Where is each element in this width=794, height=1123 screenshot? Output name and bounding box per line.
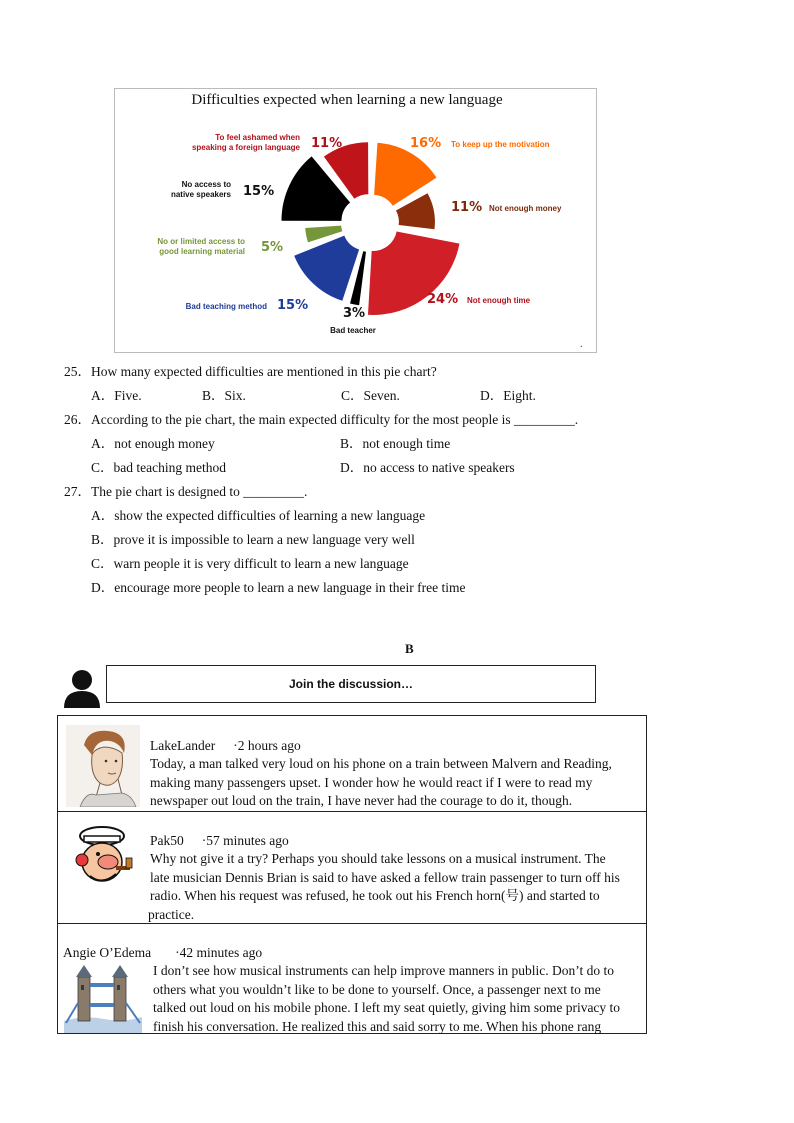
q25-option-c[interactable]: C．Seven. <box>341 388 400 403</box>
q26-option-b[interactable]: B．not enough time <box>340 436 451 451</box>
pie-chart <box>115 89 598 354</box>
pie-pct-method: 15% <box>277 298 309 313</box>
avatar-popeye-icon <box>72 824 140 896</box>
avatar-sketch-man-icon <box>66 725 140 807</box>
comment-timestamp: ·2 hours ago <box>233 738 301 753</box>
chart-footnote-mark: . <box>580 339 583 350</box>
pie-label-material: No or limited access to <box>157 237 245 246</box>
q25-option-a[interactable]: A．Five. <box>91 388 142 403</box>
pie-label-ashamed: speaking a foreign language <box>191 143 300 152</box>
comment-line: finish his conversation. He realized this and said sorry to me. When his phone rang <box>153 1018 602 1034</box>
pie-pct-native: 15% <box>243 184 275 199</box>
comment-thread <box>57 715 647 1034</box>
pie-pct-motivation: 16% <box>410 136 442 151</box>
comment-meta <box>63 945 262 961</box>
comment-meta <box>150 738 301 754</box>
q26-option-a[interactable]: A．not enough money <box>91 436 215 451</box>
comment-line: Why not give it a try? Perhaps you should take lessons on a musical instrument. The <box>150 851 606 866</box>
pie-label-money: Not enough money <box>489 204 562 213</box>
q25-option-b[interactable]: B．Six. <box>202 388 246 403</box>
comment-timestamp: ·57 minutes ago <box>201 833 289 848</box>
question-27-stem: 27．The pie chart is designed to _________. <box>64 484 308 499</box>
pie-pct-teacher: 3% <box>343 306 366 321</box>
comment-angie <box>58 923 646 1033</box>
chart-title: Difficulties expected when learning a new language <box>191 92 503 108</box>
q27-option-b[interactable]: B．prove it is impossible to learn a new language very well <box>91 532 415 547</box>
comment-timestamp: ·42 minutes ago <box>175 945 263 960</box>
comment-line: radio. When his request was refused, he took out his French horn(号) and started to <box>150 888 600 904</box>
comment-lakelander <box>58 716 646 811</box>
comment-body <box>150 755 641 811</box>
comment-line: making many passengers upset. I wonder how he would react if I were to read my <box>150 774 593 790</box>
pie-chart-figure <box>114 88 597 353</box>
q25-option-d[interactable]: D．Eight. <box>480 388 536 403</box>
comment-line: Today, a man talked very loud on his phone on a train between Malvern and Reading, <box>150 756 612 771</box>
pie-pct-material: 5% <box>261 240 284 255</box>
comment-line: late musician Dennis Brian is said to have asked a fellow train passenger to turn off his <box>150 869 620 885</box>
pie-label-time: Not enough time <box>467 296 531 305</box>
avatar-tower-bridge-icon <box>64 963 142 1033</box>
q26-option-c[interactable]: C．bad teaching method <box>91 460 226 475</box>
pie-pct-ashamed: 11% <box>311 136 343 151</box>
comment-body <box>153 962 641 1036</box>
section-b-label: B <box>405 641 414 656</box>
pie-label-native: native speakers <box>170 190 231 199</box>
q27-option-c[interactable]: C．warn people it is very difficult to learn a new language <box>91 556 409 571</box>
pie-label-motivation: To keep up the motivation <box>451 140 550 149</box>
comment-body <box>150 850 641 924</box>
join-discussion-box[interactable] <box>106 665 596 703</box>
join-discussion-title: Join the discussion… <box>288 677 414 691</box>
comment-username[interactable]: Pak50 <box>150 833 184 848</box>
q27-option-d[interactable]: D．encourage more people to learn a new language in their free time <box>91 580 466 595</box>
user-silhouette-icon <box>63 668 101 708</box>
pie-label-teacher: Bad teacher <box>330 326 376 335</box>
q27-option-a[interactable]: A．show the expected difficulties of learning a new language <box>91 508 426 523</box>
question-25-stem: 25．How many expected difficulties are mentioned in this pie chart? <box>64 364 437 379</box>
pie-pct-money: 11% <box>451 200 483 215</box>
pie-label-method: Bad teaching method <box>185 302 267 311</box>
comment-line: talked out loud on his mobile phone. I left my seat quietly, giving him some privacy to <box>153 1000 621 1016</box>
comment-username[interactable]: LakeLander <box>150 738 216 753</box>
q26-option-d[interactable]: D．no access to native speakers <box>340 460 515 475</box>
pie-slice-method <box>294 236 359 301</box>
comment-line: I don’t see how musical instruments can help improve manners in public. Don’t do to <box>153 963 615 978</box>
pie-label-material: good learning material <box>159 247 245 256</box>
pie-label-ashamed: To feel ashamed when <box>215 133 300 142</box>
comment-line: others what you wouldn’t like to be done to yourself. Once, a passenger next to me <box>153 981 601 997</box>
comment-pak50 <box>58 811 646 923</box>
pie-pct-time: 24% <box>427 292 459 307</box>
pie-label-native: No access to <box>181 180 231 189</box>
question-26-stem: 26．According to the pie chart, the main expected difficulty for the most people is _________. <box>64 412 579 427</box>
comment-meta <box>150 833 289 849</box>
comment-line: newspaper out loud on the train, I have never had the courage to do it, though. <box>150 793 573 809</box>
comment-username[interactable]: Angie O’Edema <box>63 945 152 960</box>
comment-line: practice. <box>148 906 195 922</box>
